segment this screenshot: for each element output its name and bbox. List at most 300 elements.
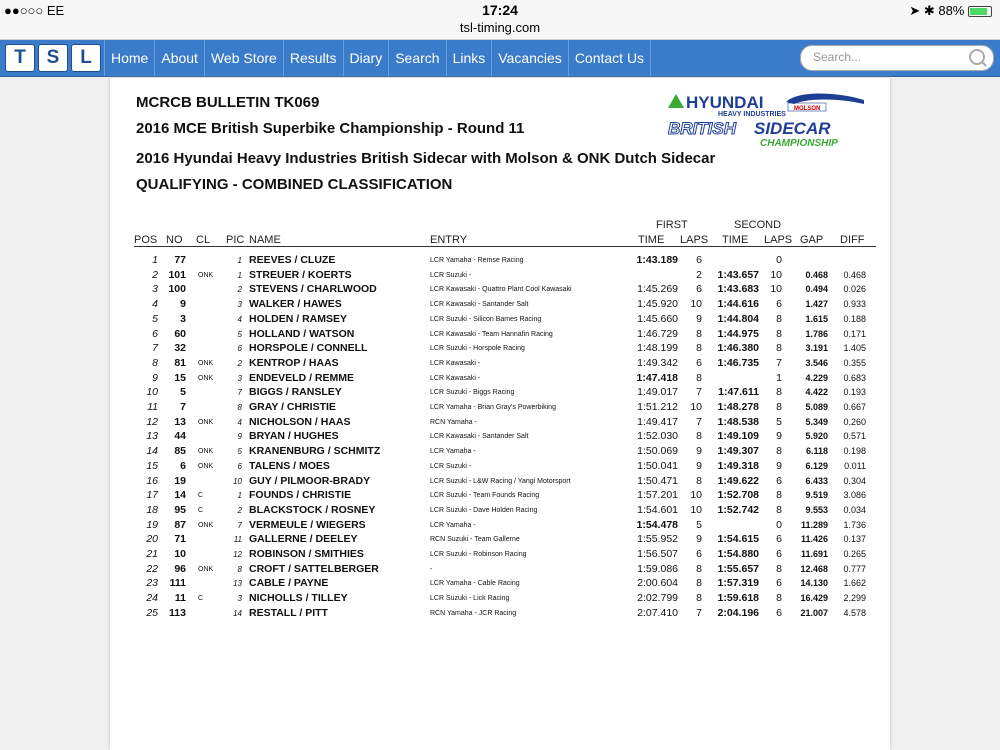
cell-gap: 14.130 <box>800 578 828 589</box>
british-sidecar-logo <box>668 90 868 150</box>
cell-l2: 8 <box>776 312 782 325</box>
cell-no: 81 <box>174 356 186 369</box>
cell-entry: RCN Suzuki - Team Gallerne <box>430 536 520 544</box>
header-diff: DIFF <box>840 234 865 246</box>
cell-l1: 6 <box>696 254 702 266</box>
cell-l2: 8 <box>776 445 782 458</box>
cell-l2: 8 <box>776 386 782 399</box>
cell-gap: 5.089 <box>805 402 828 412</box>
table-row <box>110 386 890 401</box>
cell-l1: 8 <box>696 562 702 575</box>
table-row <box>110 460 890 475</box>
header-gap: GAP <box>800 234 824 246</box>
cell-entry: LCR Kawasaki - <box>430 374 481 382</box>
cell-name: KRANENBURG / SCHMITZ <box>249 445 381 458</box>
cell-no: 44 <box>174 430 186 443</box>
table-row <box>110 298 890 313</box>
cell-l1: 9 <box>696 533 702 546</box>
cell-pos: 10 <box>146 386 158 399</box>
cell-t2: 1:47.611 <box>718 386 759 399</box>
cell-t1: 1:49.342 <box>637 356 678 369</box>
cell-pos: 22 <box>146 562 158 575</box>
cell-l1: 8 <box>696 577 702 590</box>
cell-t2: 1:44.975 <box>717 327 759 340</box>
cell-diff: 1.405 <box>843 343 866 354</box>
location-icon: ➤ <box>909 3 921 18</box>
cell-pic: 3 <box>237 594 242 604</box>
cell-cl: ONK <box>198 565 214 573</box>
cell-cl: ONK <box>198 271 214 279</box>
header-laps2: LAPS <box>764 234 793 246</box>
cell-cl: ONK <box>198 359 214 367</box>
cell-no: 101 <box>168 268 186 281</box>
cell-no: 111 <box>169 577 186 590</box>
cell-l2: 8 <box>776 401 782 413</box>
cell-diff: 0.265 <box>843 549 866 559</box>
cell-l2: 8 <box>776 342 782 355</box>
menu-item-vacancies[interactable]: Vacancies <box>491 40 568 76</box>
table-row <box>110 372 890 387</box>
cell-no: 60 <box>174 327 186 340</box>
cell-entry: LCR Kawasaki - Santander Salt <box>430 433 529 441</box>
cell-name: CABLE / PAYNE <box>249 577 329 590</box>
cell-diff: 1.662 <box>843 578 866 589</box>
cell-name: REEVES / CLUZE <box>249 254 336 266</box>
cell-t1: 1:55.952 <box>637 533 678 546</box>
cell-pic: 8 <box>237 564 242 574</box>
session-title: QUALIFYING - COMBINED CLASSIFICATION <box>136 176 453 193</box>
cell-pic: 2 <box>237 358 242 368</box>
cell-gap: 0.468 <box>805 269 828 280</box>
cell-l2: 6 <box>776 577 782 590</box>
cell-t1: 1:50.041 <box>637 459 678 472</box>
cell-no: 32 <box>174 342 186 355</box>
cell-l1: 7 <box>696 415 702 428</box>
cell-gap: 3.191 <box>805 343 828 354</box>
cell-t1: 1:48.199 <box>637 342 678 355</box>
cell-t2: 1:48.278 <box>717 401 759 413</box>
cell-gap: 9.553 <box>805 504 828 515</box>
cell-t1: 1:52.030 <box>637 430 678 443</box>
logo-sponsor: MOLSON <box>794 106 821 112</box>
cell-cl: ONK <box>198 418 214 426</box>
logo-line2: SIDECAR <box>754 119 831 138</box>
status-bar <box>0 0 1000 20</box>
table-row <box>110 357 890 372</box>
cell-l1: 8 <box>696 327 702 340</box>
cell-l2: 6 <box>776 474 782 487</box>
cell-t1: 1:59.086 <box>637 562 678 575</box>
results-document <box>110 78 890 750</box>
cell-name: GALLERNE / DEELEY <box>249 533 358 546</box>
cell-no: 96 <box>174 562 186 575</box>
cell-pos: 1 <box>152 254 158 266</box>
cell-t1: 1:45.920 <box>637 298 678 311</box>
main-menu <box>104 40 651 76</box>
cell-diff: 0.011 <box>844 460 866 471</box>
cell-diff: 0.683 <box>843 372 866 383</box>
cell-name: BRYAN / HUGHES <box>249 430 339 443</box>
cell-gap: 12.468 <box>800 563 828 574</box>
bluetooth-icon: ✱ <box>923 3 935 18</box>
cell-diff: 4.578 <box>843 607 866 618</box>
logo-line3: CHAMPIONSHIP <box>760 138 838 149</box>
cell-entry: LCR Suzuki - <box>430 462 472 470</box>
cell-t1: 1:54.601 <box>637 503 678 516</box>
logo-letter-l: L <box>71 44 101 72</box>
cell-entry: LCR Suzuki - Team Founds Racing <box>430 492 540 500</box>
header-entry: ENTRY <box>430 234 468 246</box>
cell-pic: 6 <box>237 344 242 354</box>
table-row <box>110 401 890 416</box>
cell-pos: 13 <box>146 430 158 443</box>
cell-l1: 8 <box>696 474 702 487</box>
cell-t2: 1:57.319 <box>717 577 759 590</box>
menu-item-links[interactable]: Links <box>446 40 492 76</box>
cell-no: 9 <box>180 298 186 311</box>
cell-l2: 7 <box>776 356 782 369</box>
cell-entry: LCR Suzuki - L&W Racing / Yangi Motorsport <box>430 477 571 485</box>
cell-pos: 9 <box>152 371 158 384</box>
cell-l2: 0 <box>776 254 782 266</box>
table-row <box>110 548 890 563</box>
cell-pic: 4 <box>237 314 242 324</box>
battery-indicator <box>909 3 992 19</box>
cell-t1: 1:51.212 <box>637 401 678 413</box>
table-row <box>110 445 890 460</box>
cell-name: NICHOLSON / HAAS <box>249 415 351 428</box>
cell-no: 71 <box>174 533 186 546</box>
cell-name: KENTROP / HAAS <box>249 356 339 369</box>
cell-l1: 9 <box>696 459 702 472</box>
cell-cl: ONK <box>198 462 214 470</box>
cell-l1: 8 <box>696 371 702 384</box>
cell-gap: 16.429 <box>800 593 828 604</box>
tsl-logo[interactable] <box>5 44 101 72</box>
cell-entry: LCR Suzuki - Lick Racing <box>430 595 510 603</box>
cell-entry: RCN Yamaha - JCR Racing <box>430 609 517 617</box>
header-second: SECOND <box>734 219 782 231</box>
cell-name: STREUER / KOERTS <box>249 268 352 281</box>
cell-entry: LCR Kawasaki - Quattro Plant Cool Kawasaki <box>430 286 572 294</box>
cell-pic: 12 <box>233 550 242 559</box>
cell-pic: 5 <box>237 447 242 457</box>
menu-item-web-store[interactable]: Web Store <box>204 40 283 76</box>
cell-name: RESTALL / PITT <box>249 606 328 619</box>
cell-name: HOLDEN / RAMSEY <box>249 312 348 325</box>
cell-t1: 2:02.799 <box>637 592 678 605</box>
cell-pos: 21 <box>146 548 158 560</box>
header-no: NO <box>166 234 183 246</box>
cell-entry: LCR Yamaha - <box>430 521 476 529</box>
cell-pos: 3 <box>152 283 158 296</box>
table-row <box>110 519 890 534</box>
cell-entry: LCR Yamaha - Remse Racing <box>430 257 524 264</box>
cell-l1: 10 <box>690 298 702 311</box>
cell-pic: 1 <box>237 270 242 280</box>
logo-brand: HYUNDAI <box>686 93 764 112</box>
cell-t1: 1:43.189 <box>636 254 678 266</box>
table-row <box>110 283 890 298</box>
cell-no: 6 <box>180 459 186 472</box>
cell-t1: 1:49.417 <box>637 415 678 428</box>
cell-l1: 6 <box>696 356 702 369</box>
cell-pic: 8 <box>237 403 242 412</box>
cell-diff: 0.188 <box>843 313 866 324</box>
cell-diff: 0.260 <box>843 416 866 427</box>
cell-pic: 14 <box>233 608 242 618</box>
cell-cl: C <box>198 595 204 603</box>
cell-t1: 1:56.507 <box>637 548 678 560</box>
table-row <box>110 254 890 269</box>
cell-l1: 6 <box>696 548 702 560</box>
cell-pic: 3 <box>237 300 242 310</box>
cell-cl: C <box>198 492 204 500</box>
carrier-label: ●●○○○ EE <box>4 3 65 18</box>
cell-l1: 9 <box>696 445 702 458</box>
cell-diff: 0.137 <box>843 534 866 545</box>
cell-pos: 17 <box>146 489 158 502</box>
cell-diff: 0.034 <box>843 504 866 515</box>
cell-t2: 1:46.735 <box>717 356 759 369</box>
cell-no: 5 <box>180 386 186 399</box>
search-placeholder: Search... <box>813 50 862 64</box>
cell-no: 113 <box>169 606 186 619</box>
cell-entry: LCR Suzuki - Dave Holden Racing <box>430 506 538 514</box>
cell-name: CROFT / SATTELBERGER <box>249 562 379 575</box>
cell-t2: 1:43.657 <box>717 268 759 281</box>
cell-diff: 1.736 <box>843 519 866 530</box>
header-time1: TIME <box>638 234 665 246</box>
cell-pos: 5 <box>152 312 158 325</box>
cell-entry: LCR Yamaha - Brian Gray's Powerbiking <box>430 404 556 411</box>
cell-t1: 1:57.201 <box>637 489 678 502</box>
cell-l1: 7 <box>696 386 702 399</box>
cell-pos: 16 <box>146 474 158 487</box>
cell-name: HORSPOLE / CONNELL <box>249 342 368 355</box>
cell-l2: 0 <box>776 518 782 531</box>
logo-line1: BRITISH <box>668 119 736 138</box>
cell-diff: 0.933 <box>843 299 866 310</box>
cell-name: BIGGS / RANSLEY <box>249 386 342 399</box>
cell-pic: 7 <box>237 520 242 530</box>
menu-item-home[interactable]: Home <box>104 40 154 76</box>
cell-l1: 9 <box>696 312 702 325</box>
cell-gap: 1.427 <box>805 299 828 310</box>
cell-no: 10 <box>174 548 186 560</box>
table-row <box>110 342 890 357</box>
cell-t1: 2:00.604 <box>637 577 678 590</box>
cell-gap: 21.007 <box>800 607 828 618</box>
table-row <box>110 592 890 607</box>
cell-diff: 0.667 <box>843 402 866 412</box>
cell-t1: 2:07.410 <box>637 606 678 619</box>
cell-t2: 1:59.618 <box>717 592 759 605</box>
cell-no: 13 <box>174 415 186 428</box>
menu-item-contact-us[interactable]: Contact Us <box>568 40 651 76</box>
cell-gap: 3.546 <box>805 357 828 368</box>
cell-diff: 2.299 <box>843 593 866 604</box>
header-cl: CL <box>196 234 211 246</box>
cell-pos: 6 <box>152 327 158 340</box>
cell-no: 87 <box>174 518 186 531</box>
cell-entry: LCR Kawasaki - Team Hannafin Racing <box>430 330 553 338</box>
cell-t1: 1:50.069 <box>637 445 678 458</box>
cell-gap: 4.229 <box>805 372 828 383</box>
table-row <box>110 563 890 578</box>
menu-item-results[interactable]: Results <box>283 40 343 76</box>
cell-no: 19 <box>174 474 186 487</box>
cell-t2: 1:48.538 <box>717 415 759 428</box>
cell-entry: LCR Yamaha - Cable Racing <box>430 580 520 588</box>
cell-pos: 19 <box>146 518 158 531</box>
cell-diff: 0.198 <box>843 446 866 457</box>
cell-t1: 1:47.418 <box>636 371 678 384</box>
cell-t2: 1:52.708 <box>717 489 759 502</box>
cell-name: ROBINSON / SMITHIES <box>249 548 364 560</box>
cell-gap: 1.786 <box>805 328 828 339</box>
cell-pic: 13 <box>233 579 242 589</box>
cell-name: GRAY / CHRISTIE <box>249 401 336 413</box>
cell-gap: 6.129 <box>805 460 828 471</box>
clock-label: 17:24 <box>482 2 518 18</box>
cell-gap: 6.118 <box>805 446 828 457</box>
table-row <box>110 533 890 548</box>
menu-item-search[interactable]: Search <box>388 40 445 76</box>
cell-diff: 0.777 <box>843 563 866 574</box>
table-row <box>110 504 890 519</box>
header-time2: TIME <box>722 234 749 246</box>
header-divider <box>134 246 876 247</box>
cell-pos: 7 <box>152 342 158 355</box>
cell-gap: 1.615 <box>805 313 828 324</box>
cell-t1: 1:45.269 <box>637 283 678 296</box>
cell-l2: 1 <box>776 371 782 384</box>
cell-l2: 8 <box>776 489 782 502</box>
battery-icon <box>968 6 992 17</box>
cell-pic: 2 <box>237 505 242 515</box>
cell-gap: 11.426 <box>800 534 828 545</box>
cell-pic: 7 <box>237 388 242 398</box>
site-navbar <box>0 40 1000 77</box>
cell-l2: 8 <box>776 503 782 516</box>
address-bar[interactable] <box>0 20 1000 40</box>
cell-pic: 1 <box>237 491 242 501</box>
cell-l1: 10 <box>690 401 702 413</box>
cell-pos: 11 <box>147 401 158 413</box>
cell-t1: 1:50.471 <box>637 474 678 487</box>
cell-cl: ONK <box>198 448 214 456</box>
cell-gap: 4.422 <box>805 387 828 398</box>
cell-l2: 6 <box>776 548 782 560</box>
cell-l1: 2 <box>696 268 702 281</box>
cell-t2: 1:52.742 <box>717 503 759 516</box>
cell-name: HOLLAND / WATSON <box>249 327 355 340</box>
table-row <box>110 577 890 592</box>
cell-l1: 8 <box>696 430 702 443</box>
cell-t2: 1:49.109 <box>717 430 759 443</box>
cell-name: VERMEULE / WIEGERS <box>249 518 366 531</box>
cell-no: 85 <box>174 445 186 458</box>
cell-name: NICHOLLS / TILLEY <box>249 592 348 605</box>
logo-letter-s: S <box>38 44 68 72</box>
cell-gap: 0.494 <box>805 284 828 295</box>
search-icon[interactable] <box>969 49 985 65</box>
cell-l1: 10 <box>690 489 702 502</box>
cell-l2: 6 <box>776 298 782 311</box>
table-row <box>110 489 890 504</box>
cell-l2: 9 <box>776 459 782 472</box>
table-row <box>110 269 890 284</box>
cell-t2: 1:55.657 <box>717 562 759 575</box>
cell-diff: 0.571 <box>843 431 866 442</box>
logo-letter-t: T <box>5 44 35 72</box>
table-row <box>110 328 890 343</box>
table-row <box>110 313 890 328</box>
cell-l2: 9 <box>776 430 782 443</box>
cell-name: GUY / PILMOOR-BRADY <box>249 474 371 487</box>
cell-l2: 6 <box>776 606 782 619</box>
cell-l1: 5 <box>696 518 702 531</box>
cell-l1: 8 <box>696 592 702 605</box>
cell-t1: 1:45.660 <box>637 312 678 325</box>
cell-entry: LCR Suzuki - Biggs Racing <box>430 389 515 397</box>
menu-item-about[interactable]: About <box>154 40 204 76</box>
cell-entry: LCR Suzuki - Silicon Bames Racing <box>430 315 542 323</box>
cell-t2: 1:54.880 <box>717 548 759 560</box>
cell-pos: 25 <box>146 606 158 619</box>
cell-cl: C <box>198 506 204 514</box>
class-title: 2016 Hyundai Heavy Industries British Sidecar with Molson & ONK Dutch Sidecar <box>136 150 716 167</box>
logo-sub: HEAVY INDUSTRIES <box>718 111 786 118</box>
cell-pic: 11 <box>233 535 242 545</box>
cell-cl: ONK <box>198 374 214 382</box>
cell-name: STEVENS / CHARLWOOD <box>249 283 377 296</box>
cell-gap: 5.349 <box>805 416 828 427</box>
cell-pos: 23 <box>146 577 158 590</box>
cell-l2: 8 <box>776 562 782 575</box>
cell-t2: 1:43.683 <box>717 283 759 296</box>
table-row <box>110 475 890 490</box>
cell-l1: 8 <box>696 342 702 355</box>
cell-no: 14 <box>174 489 186 502</box>
cell-name: WALKER / HAWES <box>249 298 342 311</box>
search-input[interactable] <box>800 45 994 71</box>
cell-diff: 0.304 <box>843 475 866 486</box>
cell-no: 11 <box>174 592 186 605</box>
url-text: tsl-timing.com <box>459 20 541 35</box>
header-name: NAME <box>249 234 281 246</box>
cell-diff: 3.086 <box>843 490 866 501</box>
cell-l1: 10 <box>690 503 702 516</box>
cell-no: 3 <box>180 312 186 325</box>
header-pic: PIC <box>226 234 245 246</box>
cell-no: 77 <box>174 254 186 266</box>
cell-entry: LCR Kawasaki - Santander Salt <box>430 301 529 309</box>
menu-item-diary[interactable]: Diary <box>343 40 389 76</box>
cell-pos: 15 <box>146 459 158 472</box>
cell-l2: 5 <box>776 415 782 428</box>
cell-pos: 14 <box>146 445 158 458</box>
cell-l2: 8 <box>776 327 782 340</box>
header-first: FIRST <box>656 219 688 231</box>
cell-diff: 0.355 <box>843 357 866 368</box>
cell-pic: 5 <box>237 329 242 339</box>
cell-l1: 6 <box>696 283 702 296</box>
cell-no: 100 <box>168 283 186 296</box>
cell-pic: 9 <box>237 432 242 442</box>
cell-entry: LCR Suzuki - <box>430 271 472 279</box>
